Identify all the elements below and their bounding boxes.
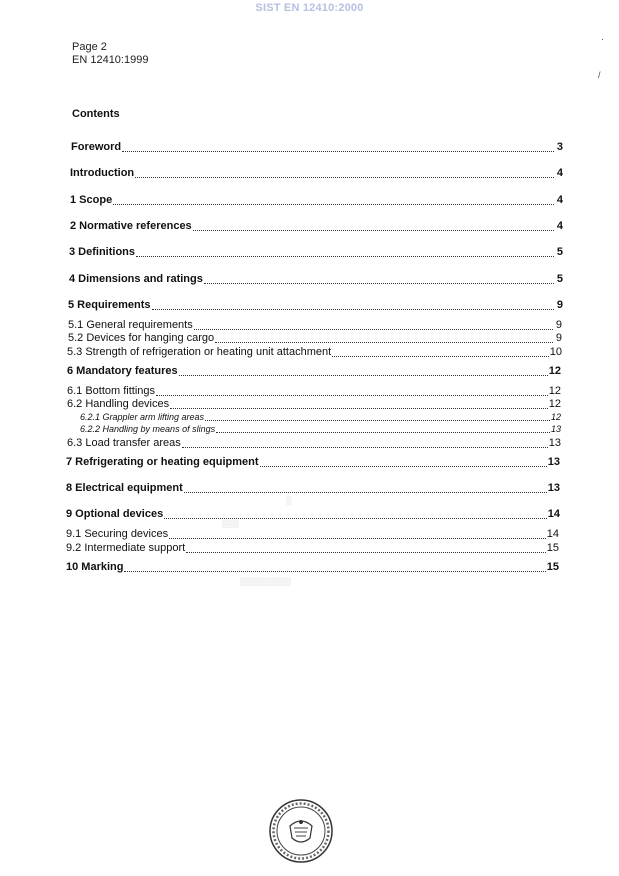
dot-leader: [205, 412, 550, 421]
dot-leader: [179, 367, 548, 376]
dot-leader: [170, 400, 548, 409]
toc-entry-page: 3: [556, 141, 563, 153]
toc-entry: [70, 194, 563, 207]
toc-entry-title: 6.2.1 Grappler arm lifting areas: [80, 412, 205, 422]
dot-leader: [186, 544, 546, 553]
toc-entry: [80, 424, 561, 435]
scan-mark: ·: [601, 34, 604, 44]
dot-leader: [193, 222, 554, 231]
scan-smudge: ▒▒▒: [222, 519, 240, 528]
dot-leader: [204, 275, 554, 284]
toc-entry-page: 4: [556, 167, 563, 179]
toc-entry-title: 9.2 Intermediate support: [66, 542, 186, 554]
toc-entry-page: 4: [556, 194, 563, 206]
scan-mark: /: [598, 70, 601, 80]
dot-leader: [216, 424, 550, 433]
toc-entry-title: 9.1 Securing devices: [66, 528, 169, 540]
toc-entry-title: 5.1 General requirements: [68, 319, 193, 331]
toc-entry-title: 5.3 Strength of refrigeration or heating unit attachment: [67, 346, 332, 358]
toc-entry: [66, 542, 559, 555]
scan-smudge: ▒▒▒▒▒▒▒▒▒: [240, 577, 292, 586]
toc-entry-title: 3 Definitions: [69, 246, 136, 258]
toc-entry-title: Foreword: [71, 141, 122, 153]
dot-leader: [135, 169, 554, 178]
toc-entry-page: 12: [548, 385, 561, 397]
toc-entry-page: 15: [546, 561, 559, 573]
toc-entry: [66, 456, 560, 469]
toc-entry: [67, 346, 562, 359]
toc-entry-title: 9 Optional devices: [66, 508, 164, 520]
toc-entry-title: 1 Scope: [70, 194, 113, 206]
toc-entry-title: 6 Mandatory features: [67, 365, 178, 377]
toc-entry-title: 6.3 Load transfer areas: [67, 437, 181, 449]
toc-entry-page: 4: [556, 220, 563, 232]
toc-entry-page: 9: [555, 332, 562, 344]
scan-smudge: ▒: [286, 496, 292, 505]
dot-leader: [156, 387, 548, 396]
toc-entry-title: 4 Dimensions and ratings: [69, 273, 203, 285]
toc-entry-page: 13: [548, 437, 561, 449]
dot-leader: [332, 348, 549, 357]
dot-leader: [194, 321, 553, 330]
dot-leader: [152, 301, 554, 310]
contents-heading: Contents: [72, 108, 120, 120]
dot-leader: [182, 439, 548, 448]
toc-entry-page: 13: [547, 482, 560, 494]
toc-entry-title: 6.2.2 Handling by means of slings: [80, 424, 216, 434]
page-number: Page 2: [72, 41, 107, 53]
toc-entry: [66, 508, 560, 521]
toc-entry-page: 10: [549, 346, 562, 358]
toc-entry: [67, 385, 561, 398]
toc-entry: [66, 528, 559, 541]
toc-entry-title: Introduction: [70, 167, 135, 179]
toc-entry: [80, 412, 561, 423]
toc-entry-title: 6.2 Handling devices: [67, 398, 170, 410]
toc-entry: [69, 273, 563, 286]
toc-entry-title: 5.2 Devices for hanging cargo: [68, 332, 215, 344]
toc-entry: [68, 319, 562, 332]
toc-entry-page: 9: [556, 299, 563, 311]
dot-leader: [260, 458, 547, 467]
toc-entry-title: 5 Requirements: [68, 299, 151, 311]
dot-leader: [122, 143, 554, 152]
toc-entry: [70, 220, 563, 233]
toc-entry: [71, 141, 563, 154]
toc-entry: [70, 167, 563, 180]
toc-entry-page: 13: [547, 456, 560, 468]
toc-entry-page: 12: [548, 365, 561, 377]
toc-entry-title: 8 Electrical equipment: [66, 482, 183, 494]
dot-leader: [113, 196, 554, 205]
toc-entry: [66, 482, 560, 495]
toc-entry: [69, 246, 563, 259]
dot-leader: [184, 484, 547, 493]
toc-entry-title: 10 Marking: [66, 561, 124, 573]
toc-entry: [67, 437, 561, 450]
toc-entry-page: 5: [556, 246, 563, 258]
toc-entry: [67, 398, 561, 411]
toc-entry-title: 7 Refrigerating or heating equipment: [66, 456, 259, 468]
toc-entry-page: 14: [547, 508, 560, 520]
dot-leader: [124, 563, 545, 572]
toc-entry-page: 5: [556, 273, 563, 285]
toc-entry-page: 14: [546, 528, 559, 540]
circular-stamp: [268, 798, 334, 864]
toc-entry-page: 13: [550, 424, 561, 434]
dot-leader: [169, 530, 546, 539]
toc-entry-title: 2 Normative references: [70, 220, 192, 232]
standard-number: EN 12410:1999: [72, 54, 149, 66]
toc-entry: [67, 365, 561, 378]
toc-entry: [68, 299, 563, 312]
toc-entry-title: 6.1 Bottom fittings: [67, 385, 156, 397]
toc-entry: [66, 561, 559, 574]
toc-entry-page: 12: [548, 398, 561, 410]
dot-leader: [215, 334, 553, 343]
dot-leader: [136, 248, 554, 257]
toc-entry-page: 15: [546, 542, 559, 554]
watermark-text: SIST EN 12410:2000: [255, 2, 364, 14]
dot-leader: [164, 510, 547, 519]
toc-entry: [68, 332, 562, 345]
toc-entry-page: 9: [555, 319, 562, 331]
toc-entry-page: 12: [550, 412, 561, 422]
